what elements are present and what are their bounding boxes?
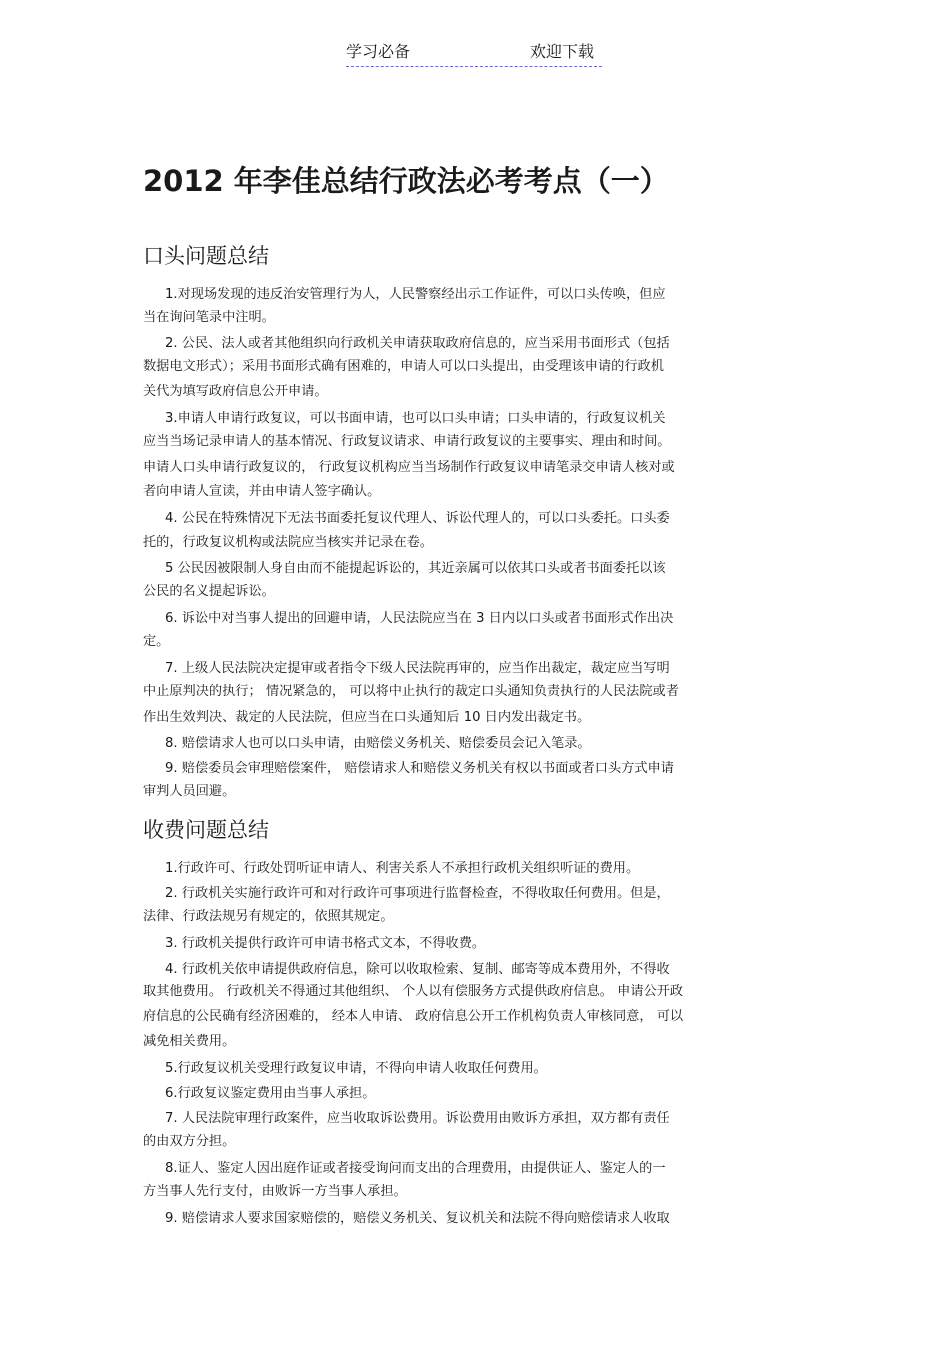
text-line: 关代为填写政府信息公开申请。 — [143, 384, 328, 399]
text-line: 5.行政复议机关受理行政复议申请，不得向申请人收取任何费用。 — [165, 1061, 547, 1076]
document-title: 2012 年李佳总结行政法必考考点（一） — [143, 164, 669, 198]
text-line: 7. 人民法院审理行政案件，应当收取诉讼费用。诉讼费用由败诉方承担，双方都有责任 — [165, 1111, 670, 1126]
text-line: 审判人员回避。 — [143, 784, 236, 799]
text-line: 3.申请人申请行政复议，可以书面申请，也可以口头申请；口头申请的，行政复议机关 — [165, 411, 666, 426]
text-line: 取其他费用。 行政机关不得通过其他组织、 个人以有偿服务方式提供政府信息。 申请公开政 — [143, 984, 684, 999]
text-line: 府信息的公民确有经济困难的， 经本人申请、 政府信息公开工作机构负责人审核同意， 可以 — [143, 1009, 684, 1024]
text-line: 1.行政许可、行政处罚听证申请人、利害关系人不承担行政机关组织听证的费用。 — [165, 861, 640, 876]
text-line: 托的，行政复议机构或法院应当核实并记录在卷。 — [143, 535, 434, 550]
text-line: 的由双方分担。 — [143, 1134, 236, 1149]
text-line: 5 公民因被限制人身自由而不能提起诉讼的，其近亲属可以依其口头或者书面委托以该 — [165, 561, 666, 576]
text-line: 4. 公民在特殊情况下无法书面委托复议代理人、诉讼代理人的，可以口头委托。口头委 — [165, 511, 670, 526]
section-heading-oral: 口头问题总结 — [143, 244, 269, 268]
text-line: 数据电文形式）；采用书面形式确有困难的，申请人可以口头提出，由受理该申请的行政机 — [143, 359, 664, 374]
text-line: 者向申请人宣读，并由申请人签字确认。 — [143, 484, 381, 499]
text-line: 2. 行政机关实施行政许可和对行政许可事项进行监督检查，不得收取任何费用。但是， — [165, 886, 670, 901]
text-line: 1.对现场发现的违反治安管理行为人，人民警察经出示工作证件，可以口头传唤，但应 — [165, 287, 666, 302]
text-line: 公民的名义提起诉讼。 — [143, 584, 275, 599]
text-line: 应当当场记录申请人的基本情况、行政复议请求、申请行政复议的主要事实、理由和时间。 — [143, 434, 671, 449]
text-line: 申请人口头申请行政复议的， 行政复议机构应当当场制作行政复议申请笔录交申请人核对或 — [143, 460, 675, 475]
text-line: 中止原判决的执行； 情况紧急的， 可以将中止执行的裁定口头通知负责执行的人民法院或者 — [143, 684, 679, 699]
text-line: 2. 公民、法人或者其他组织向行政机关申请获取政府信息的，应当采用书面形式（包括 — [165, 336, 670, 351]
text-line: 作出生效判决、裁定的人民法院，但应当在口头通知后 10 日内发出裁定书。 — [143, 710, 591, 725]
header-right-text: 欢迎下载 — [530, 42, 595, 61]
text-line: 方当事人先行支付，由败诉一方当事人承担。 — [143, 1184, 407, 1199]
text-line: 定。 — [143, 634, 170, 649]
page-header — [346, 42, 602, 67]
text-line: 8.证人、鉴定人因出庭作证或者接受询问而支出的合理费用，由提供证人、鉴定人的一 — [165, 1161, 666, 1176]
header-left-text: 学习必备 — [346, 42, 411, 61]
text-line: 当在询问笔录中注明。 — [143, 310, 275, 325]
section-heading-fees: 收费问题总结 — [143, 818, 269, 842]
text-line: 6.行政复议鉴定费用由当事人承担。 — [165, 1086, 376, 1101]
text-line: 4. 行政机关依申请提供政府信息，除可以收取检索、复制、邮寄等成本费用外，不得收 — [165, 962, 670, 977]
text-line: 9. 赔偿请求人要求国家赔偿的，赔偿义务机关、复议机关和法院不得向赔偿请求人收取 — [165, 1211, 670, 1226]
text-line: 6. 诉讼中对当事人提出的回避申请，人民法院应当在 3 日内以口头或者书面形式作出决 — [165, 611, 674, 626]
text-line: 9. 赔偿委员会审理赔偿案件， 赔偿请求人和赔偿义务机关有权以书面或者口头方式申请 — [165, 761, 674, 776]
text-line: 8. 赔偿请求人也可以口头申请，由赔偿义务机关、赔偿委员会记入笔录。 — [165, 736, 591, 751]
text-line: 7. 上级人民法院决定提审或者指令下级人民法院再审的，应当作出裁定，裁定应当写明 — [165, 661, 670, 676]
text-line: 法律、行政法规另有规定的，依照其规定。 — [143, 909, 394, 924]
text-line: 3. 行政机关提供行政许可申请书格式文本，不得收费。 — [165, 936, 486, 951]
text-line: 减免相关费用。 — [143, 1034, 236, 1049]
